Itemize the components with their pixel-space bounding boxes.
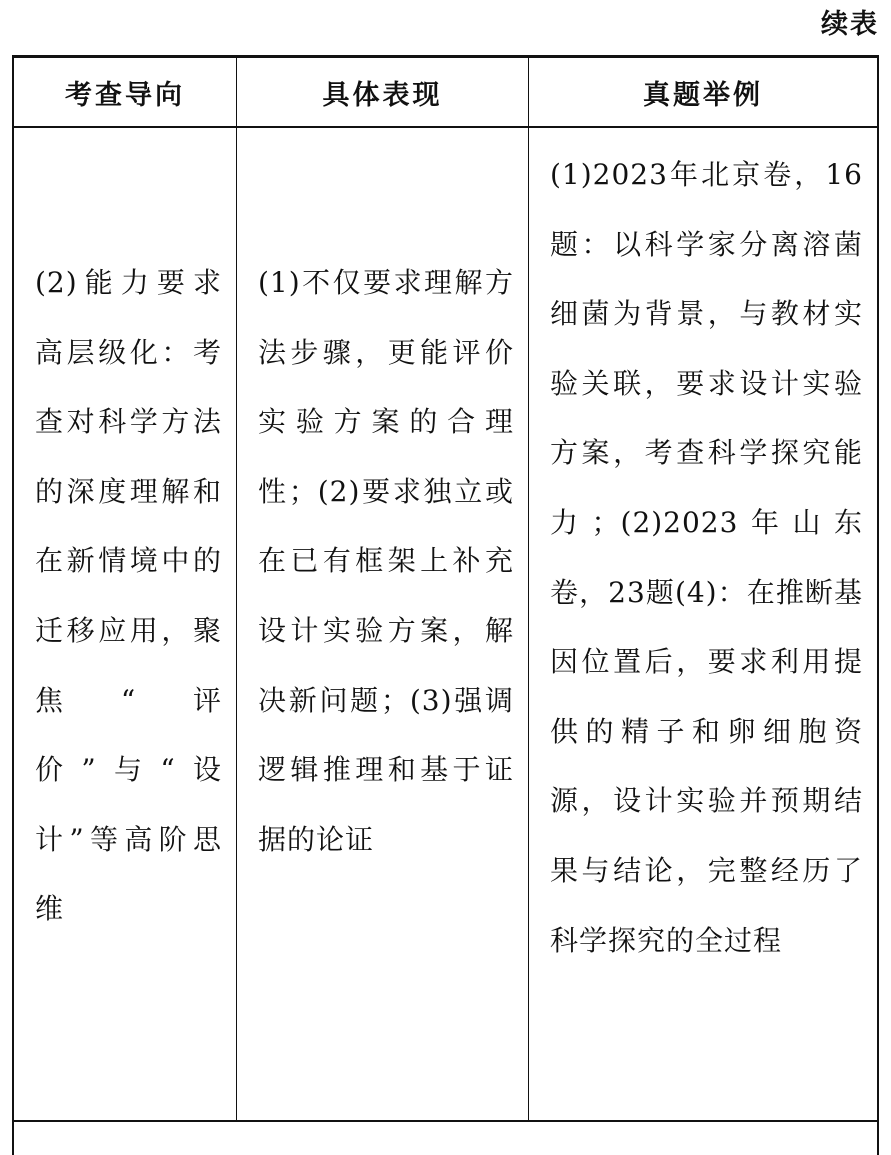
header-orientation: 考查导向 <box>14 58 237 126</box>
orientation-text: (2)能力要求高层级化：考查对科学方法的深度理解和在新情境中的迁移应用，聚焦“评价”与“设计”等高阶思维 <box>35 266 222 926</box>
examples-text: (1)2023年北京卷，16题：以科学家分离溶菌细菌为背景，与教材实验关联，要求设计实验方案，考查科学探究能力；(2)2023年山东卷，23题(4)：在推断基因位置后，要求利用提供的精子和卵细胞资源，设计实验并预期结果与结论，完整经历了科学探究的全过程 <box>550 158 863 957</box>
table-caption: 续表 <box>821 9 879 40</box>
data-table <box>12 55 879 1155</box>
cell-orientation <box>14 128 237 1122</box>
cell-performance <box>237 128 529 1122</box>
table-row <box>14 128 877 1122</box>
table-bottom-rule <box>14 1120 877 1122</box>
header-performance: 具体表现 <box>237 58 529 126</box>
header-examples: 真题举例 <box>643 79 763 111</box>
performance-text: (1)不仅要求理解方法步骤，更能评价实验方案的合理性；(2)要求独立或在已有框架上补充设计实验方案，解决新问题；(3)强调逻辑推理和基于证据的论证 <box>258 266 514 856</box>
cell-examples <box>529 128 877 1122</box>
table-header-row <box>14 58 877 128</box>
